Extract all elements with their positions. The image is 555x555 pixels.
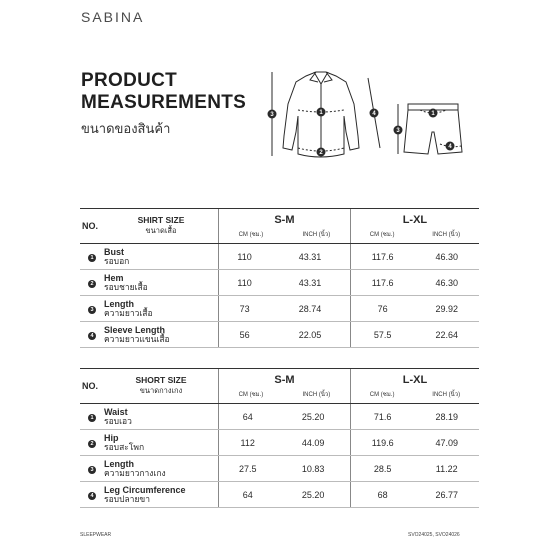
footer-product-codes: SVO24025, SVO24026 [408,532,460,538]
row-label: Hem [104,272,124,283]
row-label-th: รอบเอว [104,415,132,426]
cell-sm-cm: 110 [219,270,271,296]
cell-sm-cm: 64 [219,404,277,430]
row-label: Length [104,458,134,469]
cell-lxl-cm: 117.6 [350,270,414,296]
short-size-heading: SHORT SIZE [135,375,187,385]
row-label-th: รอบสะโพก [104,441,145,452]
title-line-2: MEASUREMENTS [81,92,247,113]
shirt-size-table [80,208,479,348]
table-row-sleeve-length [80,322,479,348]
row-number-badge: 1 [88,254,96,262]
cell-lxl-inch: 22.64 [414,322,479,348]
cell-lxl-inch: 47.09 [414,430,479,456]
row-number-badge: 1 [88,414,96,422]
size-sm-heading: S-M [274,213,295,226]
cell-lxl-cm: 119.6 [350,430,414,456]
row-label-th: ความยาวกางเกง [104,467,166,478]
cell-lxl-inch: 11.22 [414,456,479,482]
table-row-leg-circumference [80,482,479,508]
row-label: Waist [104,406,128,417]
cell-sm-inch: 43.31 [270,270,350,296]
cell-sm-inch: 25.20 [276,404,350,430]
unit-cm: CM (ซม.) [369,391,395,398]
row-number-badge: 3 [88,306,96,314]
cell-lxl-cm: 71.6 [350,404,414,430]
cell-lxl-inch: 26.77 [414,482,479,508]
marker-bust: 1 [319,110,323,116]
cell-lxl-cm: 57.5 [350,322,414,348]
marker-shirt-length: 3 [270,112,274,118]
short-size-heading-th: ขนาดกางเกง [139,386,183,395]
unit-inch: INCH (นิ้ว) [302,391,331,398]
cell-lxl-cm: 68 [350,482,414,508]
row-label: Sleeve Length [104,324,166,335]
marker-hem: 2 [319,150,323,156]
cell-sm-cm: 110 [219,244,271,270]
unit-inch: INCH (นิ้ว) [432,231,461,238]
shirt-collar [310,72,332,84]
table-row-hip [80,430,479,456]
table-row-hem [80,270,479,296]
no-header: NO. [80,209,104,244]
row-label: Length [104,298,134,309]
marker-waist: 1 [431,111,435,117]
row-number-badge: 3 [88,466,96,474]
row-number-badge: 4 [88,332,96,340]
marker-sleeve: 4 [372,111,376,117]
marker-leg: 4 [448,144,452,150]
title-line-1: PRODUCT [81,70,178,91]
cell-lxl-cm: 117.6 [350,244,414,270]
shirt-size-heading: SHIRT SIZE [137,215,185,225]
cell-lxl-cm: 28.5 [350,456,414,482]
cell-sm-cm: 112 [219,430,277,456]
cell-sm-cm: 56 [219,322,271,348]
page-subtitle: ขนาดของสินค้า [81,121,171,136]
table-row-bust [80,244,479,270]
row-number-badge: 4 [88,492,96,500]
garment-measurement-diagram [258,64,480,174]
cell-sm-inch: 44.09 [276,430,350,456]
unit-inch: INCH (นิ้ว) [302,231,331,238]
cell-sm-cm: 64 [219,482,277,508]
cell-sm-inch: 43.31 [270,244,350,270]
cell-lxl-cm: 76 [350,296,414,322]
table-row-length [80,296,479,322]
unit-inch: INCH (นิ้ว) [432,391,461,398]
unit-cm: CM (ซม.) [369,231,395,238]
brand-logo: SABINA [81,9,145,25]
row-label: Hip [104,432,119,443]
row-label-th: รอบอก [104,255,130,266]
cell-sm-inch: 10.83 [276,456,350,482]
table-row-length [80,456,479,482]
cell-sm-inch: 22.05 [270,322,350,348]
cell-lxl-inch: 46.30 [414,270,479,296]
unit-cm: CM (ซม.) [238,391,264,398]
table-row-waist [80,404,479,430]
size-lxl-heading: L-XL [402,213,428,226]
cell-sm-cm: 73 [219,296,271,322]
size-sm-heading: S-M [274,373,295,386]
row-label: Leg Circumference [104,484,186,495]
row-label-th: รอบปลายขา [104,493,151,504]
cell-lxl-inch: 46.30 [414,244,479,270]
short-size-table [80,368,479,508]
footer-category: SLEEPWEAR [80,532,112,538]
size-lxl-heading: L-XL [402,373,428,386]
no-header: NO. [80,369,104,404]
cell-sm-inch: 25.20 [276,482,350,508]
cell-lxl-inch: 28.19 [414,404,479,430]
row-label-th: ความยาวแขนเสื้อ [104,333,170,344]
cell-lxl-inch: 29.92 [414,296,479,322]
shirt-size-heading-th: ขนาดเสื้อ [145,226,177,235]
row-label-th: ความยาวเสื้อ [104,307,153,318]
marker-short-length: 3 [396,128,400,134]
row-label: Bust [104,246,124,257]
row-number-badge: 2 [88,280,96,288]
row-label-th: รอบชายเสื้อ [104,281,148,292]
page-title [81,70,246,114]
unit-cm: CM (ซม.) [238,231,264,238]
cell-sm-inch: 28.74 [270,296,350,322]
row-number-badge: 2 [88,440,96,448]
cell-sm-cm: 27.5 [219,456,277,482]
